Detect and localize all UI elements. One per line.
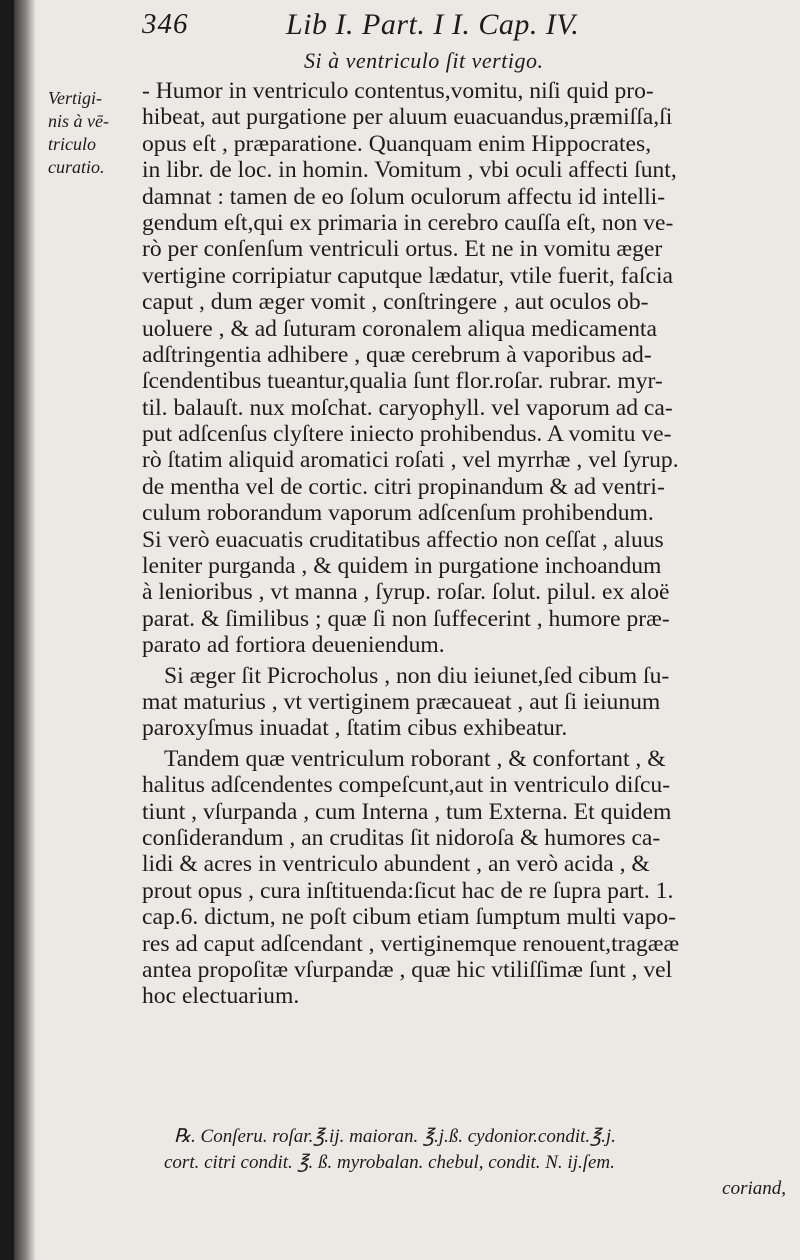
margin-note-line: curatio. — [48, 157, 105, 177]
text-line: paroxyſmus inuadat , ſtatim cibus exhibeatur. — [142, 715, 568, 742]
text-line: à lenioribus , vt manna , ſyrup. roſar. ſolut. pilul. ex aloë — [142, 579, 670, 606]
text-line: halitus adſcendentes compeſcunt,aut in ventriculo diſcu- — [142, 772, 671, 799]
text-line: tiunt , vſurpanda , cum Interna , tum Externa. Et quidem — [142, 798, 672, 825]
text-line: in libr. de loc. in homin. Vomitum , vbi oculi affecti ſunt, — [142, 157, 677, 184]
text-line: caput , dum æger vomit , conſtringere , aut oculos ob- — [142, 289, 649, 316]
text-line: parat. & ſimilibus ; quæ ſi non ſuffecerint , humore præ- — [142, 605, 670, 632]
text-line: vertigine corripiatur caputque lædatur, vtile fuerit, faſcia — [142, 262, 674, 289]
text-line: lidi & acres in ventriculo abundent , an verò acida , & — [142, 851, 650, 878]
recipe-block — [164, 1124, 800, 1202]
text-line: til. balauſt. nux moſchat. caryophyll. vel vaporum ad ca- — [142, 394, 673, 421]
text-line: uoluere , & ad ſuturam coronalem aliqua medicamenta — [142, 315, 657, 342]
text-line: damnat : tamen de eo ſolum oculorum affectu id intelli- — [142, 183, 666, 210]
page-header — [14, 6, 800, 46]
text-line: rò ſtatim aliquid aromatici roſati , vel myrrhæ , vel ſyrup. — [142, 447, 679, 474]
text-line: rò per conſenſum ventriculi ortus. Et ne in vomitu æger — [142, 236, 663, 263]
text-line: res ad caput adſcendant , vertiginemque renouent,tragææ — [142, 930, 680, 957]
body-text — [142, 78, 772, 1010]
text-line: - Humor in ventriculo contentus,vomitu, niſi quid pro- — [142, 78, 654, 104]
recipe-line: coriand, — [722, 1178, 786, 1199]
text-line: hoc electuarium. — [142, 983, 300, 1010]
section-title: Si à ventriculo ſit vertigo. — [304, 48, 544, 73]
text-line: ſcendentibus tueantur,qualia ſunt flor.roſar. rubrar. myr- — [142, 368, 663, 395]
recipe-line: ℞. Conſeru. roſar.℥.ij. maioran. ℥.j.ß. cydonior.condit.℥.j. — [174, 1126, 616, 1147]
text-line: culum roborandum vaporum adſcenſum prohibendum. — [142, 500, 654, 527]
text-line: opus eſt , præparatione. Quanquam enim Hippocrates, — [142, 130, 652, 157]
text-line: conſiderandum , an cruditas ſit nidoroſa & humores ca- — [142, 824, 661, 851]
margin-note-line: nis à vē- — [48, 111, 109, 131]
margin-note — [48, 87, 148, 179]
text-line: Tandem quæ ventriculum roborant , & confortant , & — [164, 745, 666, 772]
text-line: mat maturius , vt vertiginem præcaueat , aut ſi ieiunum — [142, 688, 661, 715]
text-line: Si æger ſit Picrocholus , non diu ieiunet,ſed cibum ſu- — [164, 662, 670, 689]
recipe-line: cort. citri condit. ℥. ß. myrobalan. chebul, condit. N. ij.ſem. — [164, 1152, 615, 1173]
margin-note-line: Vertigi- — [48, 88, 102, 108]
text-line: Si verò euacuatis cruditatibus affectio non ceſſat , aluus — [142, 526, 664, 553]
text-line: antea propoſitæ vſurpandæ , quæ hic vtiliſſimæ ſunt , vel — [142, 956, 673, 983]
text-line: gendum eſt,qui ex primaria in cerebro cauſſa eſt, non ve- — [142, 209, 674, 236]
text-line: parato ad fortiora deueniendum. — [142, 632, 445, 659]
page-number: 346 — [142, 8, 189, 40]
text-line: hibeat, aut purgatione per aluum euacuandus,præmiſſa,ſi — [142, 104, 673, 131]
text-line: put adſcenſus clyſtere iniecto prohibendus. A vomitu ve- — [142, 421, 672, 448]
text-line: cap.6. dictum, ne poſt cibum etiam ſumptum multi vapo- — [142, 904, 677, 931]
text-line: adſtringentia adhibere , quæ cerebrum à vaporibus ad- — [142, 341, 652, 368]
margin-note-line: triculo — [48, 134, 96, 154]
text-line: de mentha vel de cortic. citri propinandum & ad ventri- — [142, 473, 665, 500]
text-line: leniter purganda , & quidem in purgatione inchoandum — [142, 553, 662, 580]
text-line: prout opus , cura inſtituenda:ſicut hac de re ſupra part. 1. — [142, 877, 674, 904]
book-page — [14, 0, 800, 1260]
page-gutter — [14, 0, 36, 1260]
running-title: Lib I. Part. I I. Cap. IV. — [286, 8, 580, 41]
